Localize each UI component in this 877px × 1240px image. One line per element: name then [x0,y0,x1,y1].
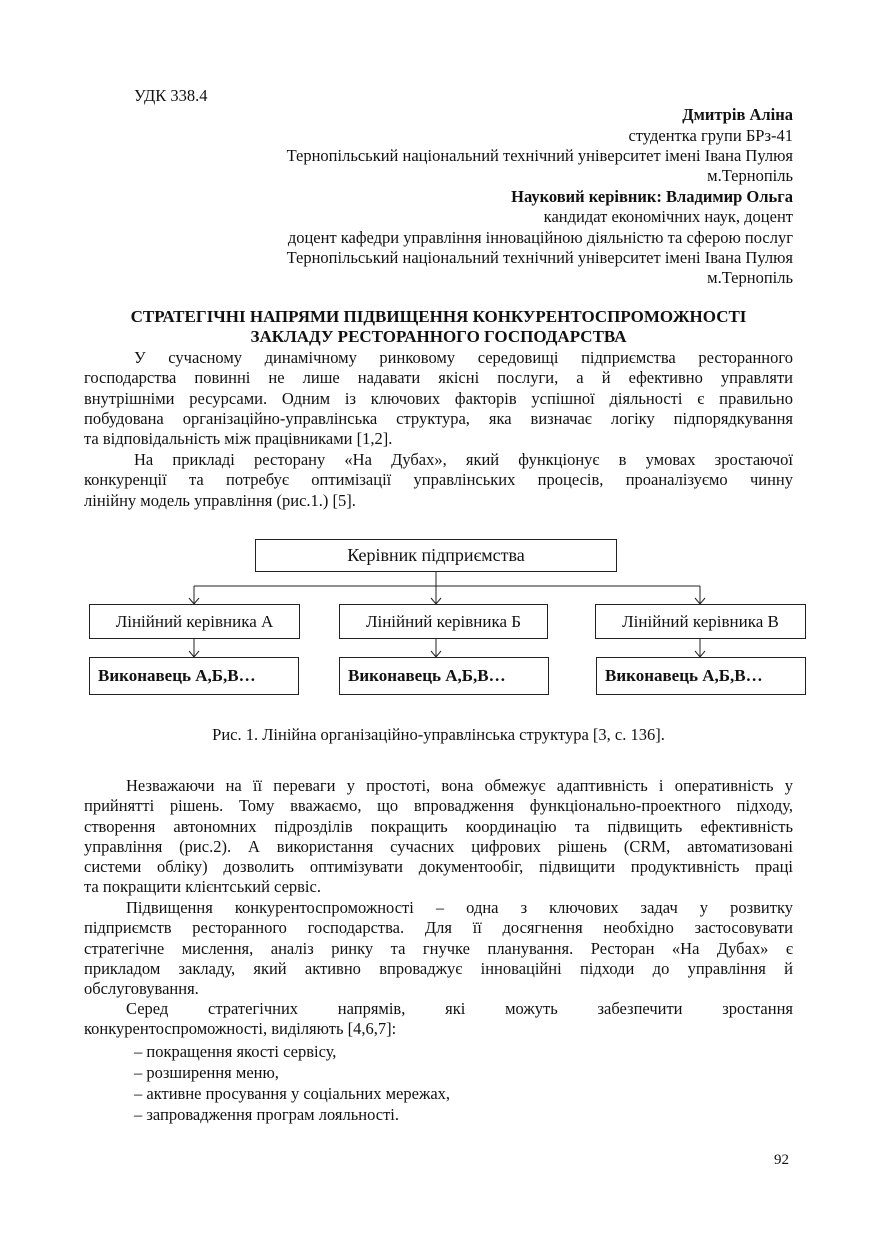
executor-b-box: Виконавець А,Б,В… [339,657,549,695]
list-item: – покращення якості сервісу, [134,1042,337,1061]
paragraph-line: конкуренції та потребує оптимізації управлінських процесів, проаналізуємо чинну [84,470,793,490]
list-item: – запровадження програм лояльності. [134,1105,399,1124]
paragraph-line: Серед стратегічних напрямів, які можуть забезпечити зростання [126,999,793,1018]
supervisor-position: доцент кафедри управління інноваційною діяльністю та сферою послуг [287,228,793,247]
author-city: м.Тернопіль [707,166,793,185]
author-group: студентка групи БРз-41 [628,126,793,145]
top-manager-box: Керівник підприємства [255,539,617,572]
paragraph-4 [84,898,793,999]
paragraph-line: прикладом закладу, який активно впроваджує інноваційні підходи до управління й [84,958,793,978]
paragraph-line: підприємств ресторанного господарства. Для її досягнення необхідно застосовувати [84,918,793,938]
paragraph-line: стратегічне мислення, аналіз ринку та гнучке планування. Ресторан «На Дубах» є [84,938,793,958]
list-item: – активне просування у соціальних мережах, [134,1084,451,1103]
paper-title-line-2: ЗАКЛАДУ РЕСТОРАННОГО ГОСПОДАРСТВА [250,327,627,346]
executor-a-box: Виконавець А,Б,В… [89,657,299,695]
supervisor-university: Тернопільський національний технічний університет імені Івана Пулюя [286,248,793,267]
paragraph-line: та відповідальність між працівниками [1,2]. [84,429,393,449]
paragraph-line: управління (рис.2). А використання сучасних цифрових рішень (CRM, автоматизовані [84,836,793,856]
paragraph-3 [84,776,793,898]
paragraph-line: господарства повинні не лише надавати якісні послуги, а й ефективно управляти [84,368,793,388]
udk-code: УДК 338.4 [134,86,208,105]
paragraph-line: побудована організаційно-управлінська структура, яка визначає логіку підпорядкування [84,408,793,428]
paragraph-line: внутрішніми ресурсами. Одним із ключових факторів успішної діяльності є правильно [84,388,793,408]
supervisor-city: м.Тернопіль [707,268,793,287]
paragraph-line: системи обліку) дозволить оптимізувати документообіг, підвищити продуктивність праці [84,857,793,877]
executor-c-box: Виконавець А,Б,В… [596,657,806,695]
author-name: Дмитрів Аліна [682,105,793,124]
figure-caption: Рис. 1. Лінійна організаційно-управлінська структура [3, с. 136]. [212,725,665,744]
supervisor-degree: кандидат економічних наук, доцент [543,207,793,226]
paragraph-line: Незважаючи на її переваги у простоті, вона обмежує адаптивність і оперативність у [126,776,793,795]
author-university: Тернопільський національний технічний університет імені Івана Пулюя [286,146,793,165]
paragraph-line: створення автономних підрозділів покращить координацію та підвищить ефективність [84,816,793,836]
paragraph-line: На прикладі ресторану «На Дубах», який функціонує в умовах зростаючої [134,450,793,469]
paragraph-line: обслуговування. [84,979,199,999]
paragraph-5 [84,999,793,1040]
paragraph-line: Підвищення конкурентоспроможності – одна з ключових задач у розвитку [126,898,793,917]
paper-title-line-1: СТРАТЕГІЧНІ НАПРЯМИ ПІДВИЩЕННЯ КОНКУРЕНТОСПРОМОЖНОСТІ [130,307,747,326]
paragraph-line: конкурентоспроможності, виділяють [4,6,7]: [84,1019,397,1039]
paragraph-line: прийнятті рішень. Тому вважаємо, що впровадження функціонально-проектного підходу, [84,796,793,816]
paragraph-line: лінійну модель управління (рис.1.) [5]. [84,490,356,510]
line-manager-c-box: Лінійний керівника В [595,604,806,639]
line-manager-a-box: Лінійний керівника А [89,604,300,639]
paragraph-line: У сучасному динамічному ринковому середовищі підприємства ресторанного [134,348,793,367]
page-number: 92 [774,1152,789,1168]
supervisor-name: Науковий керівник: Владимир Ольга [511,187,793,206]
list-item: – розширення меню, [134,1063,279,1082]
line-manager-b-box: Лінійний керівника Б [339,604,548,639]
paragraph-line: та покращити клієнтський сервіс. [84,877,321,897]
